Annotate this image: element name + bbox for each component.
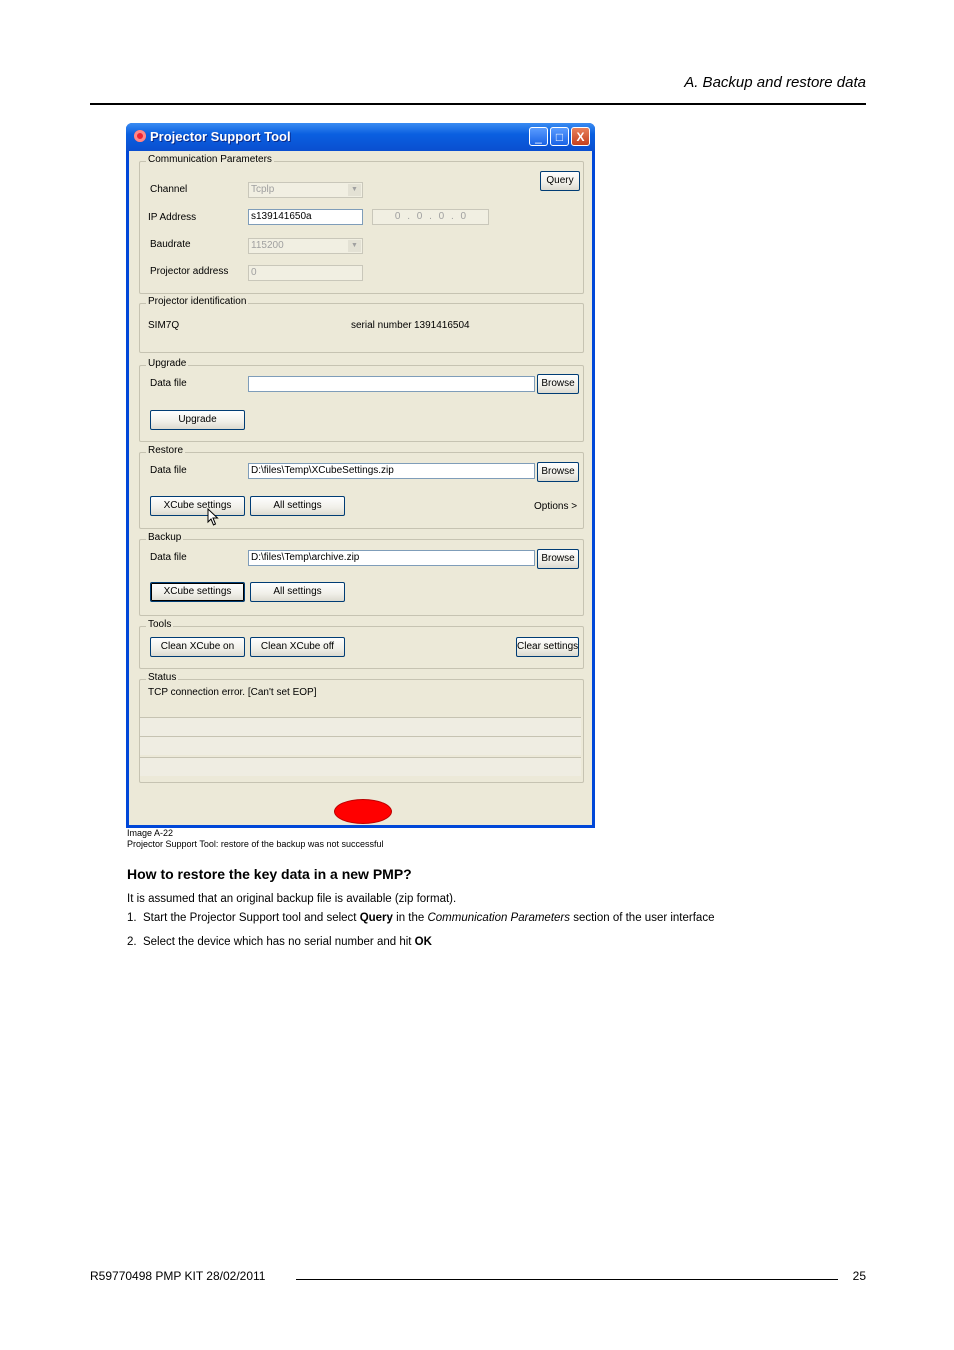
projector-identification-group [139,296,584,353]
projector-support-tool-window [126,123,595,828]
step-1 [127,912,714,924]
clear-settings-button[interactable]: Clear settings [516,637,579,657]
status-row [140,757,581,776]
serial-number-label: serial number [351,320,412,331]
ip-address-input[interactable]: s139141650a [248,209,363,225]
step-2 [127,936,432,948]
ip-address-label: IP Address [148,212,197,223]
restore-options-link[interactable]: Options > [534,501,578,512]
channel-value: Tcplp [251,184,275,195]
step-text: in the [392,912,428,924]
baudrate-select[interactable] [248,238,363,254]
communication-parameters-group [139,154,584,294]
backup-xcube-settings-button[interactable]: XCube settings [150,582,245,602]
header-rule [90,103,866,105]
channel-label: Channel [150,184,188,195]
baudrate-label: Baudrate [150,239,191,250]
group-label: Communication Parameters [148,154,272,165]
projector-address-input[interactable]: 0 [248,265,363,281]
section-heading: How to restore the key data in a new PMP? [127,866,412,882]
status-row [140,717,581,736]
step-text: Start the Projector Support tool and select [142,912,360,924]
group-label: Tools [148,619,172,630]
query-button[interactable]: Query [540,171,580,191]
upgrade-group [139,358,584,442]
app-icon [134,130,146,142]
ip-octets-input[interactable]: 0 . 0 . 0 . 0 [372,209,489,225]
restore-group [139,445,584,529]
upgrade-browse-button[interactable]: Browse [537,374,579,394]
status-message: TCP connection error. [Can't set EOP] [148,687,317,698]
footer-document-info: R59770498 PMP KIT 28/02/2011 [90,1269,266,1283]
upgrade-data-file-label: Data file [150,378,187,389]
backup-data-file-label: Data file [150,552,187,563]
upgrade-button[interactable]: Upgrade [150,410,245,430]
group-label: Restore [148,445,184,456]
backup-all-settings-button[interactable]: All settings [250,582,345,602]
step-text: section of the user interface [570,912,715,924]
page-header-title: A. Backup and restore data [684,74,866,91]
restore-data-file-label: Data file [150,465,187,476]
step-text: Select the device which has no serial number and hit [142,936,415,948]
chevron-down-icon: ▼ [348,240,361,252]
status-group [139,672,584,783]
group-label: Upgrade [148,358,187,369]
restore-xcube-settings-button[interactable]: XCube settings [150,496,245,516]
window-client-area [129,151,592,825]
group-label: Status [148,672,177,683]
projector-model: SIM7Q [148,320,180,331]
status-led-indicator [334,799,392,824]
page-number: 25 [852,1269,866,1283]
clean-xcube-on-button[interactable]: Clean XCube on [150,637,245,657]
upgrade-data-file-input[interactable] [248,376,535,392]
image-caption: Projector Support Tool: restore of the backup was not successful [127,839,384,849]
projector-address-label: Projector address [150,266,229,277]
group-label: Projector identification [148,296,247,307]
maximize-button[interactable]: □ [550,127,569,146]
backup-browse-button[interactable]: Browse [537,549,579,569]
mouse-cursor-icon [207,508,219,526]
backup-data-file-input[interactable]: D:\files\Temp\archive.zip [248,550,535,566]
minimize-button[interactable]: _ [529,127,548,146]
footer-rule [296,1279,838,1280]
channel-select[interactable] [248,182,363,198]
serial-number-value: 1391416504 [414,320,470,331]
step-emphasis: Query [359,912,393,924]
window-title: Projector Support Tool [150,129,291,144]
restore-data-file-input[interactable]: D:\files\Temp\XCubeSettings.zip [248,463,535,479]
baudrate-value: 115200 [251,240,284,251]
intro-paragraph: It is assumed that an original backup file is available (zip format). [127,893,457,905]
chevron-down-icon: ▼ [348,184,361,196]
step-number: 1. [127,912,137,924]
step-number: 2. [127,936,137,948]
close-button[interactable]: X [571,127,590,146]
step-emphasis: Communication Parameters [427,912,570,924]
restore-all-settings-button[interactable]: All settings [250,496,345,516]
clean-xcube-off-button[interactable]: Clean XCube off [250,637,345,657]
image-id-caption: Image A-22 [127,828,174,838]
status-row [140,736,581,755]
tools-group [139,619,584,669]
group-label: Backup [148,532,182,543]
restore-browse-button[interactable]: Browse [537,462,579,482]
title-bar[interactable] [126,123,595,151]
step-emphasis: OK [414,936,432,948]
backup-group [139,532,584,616]
